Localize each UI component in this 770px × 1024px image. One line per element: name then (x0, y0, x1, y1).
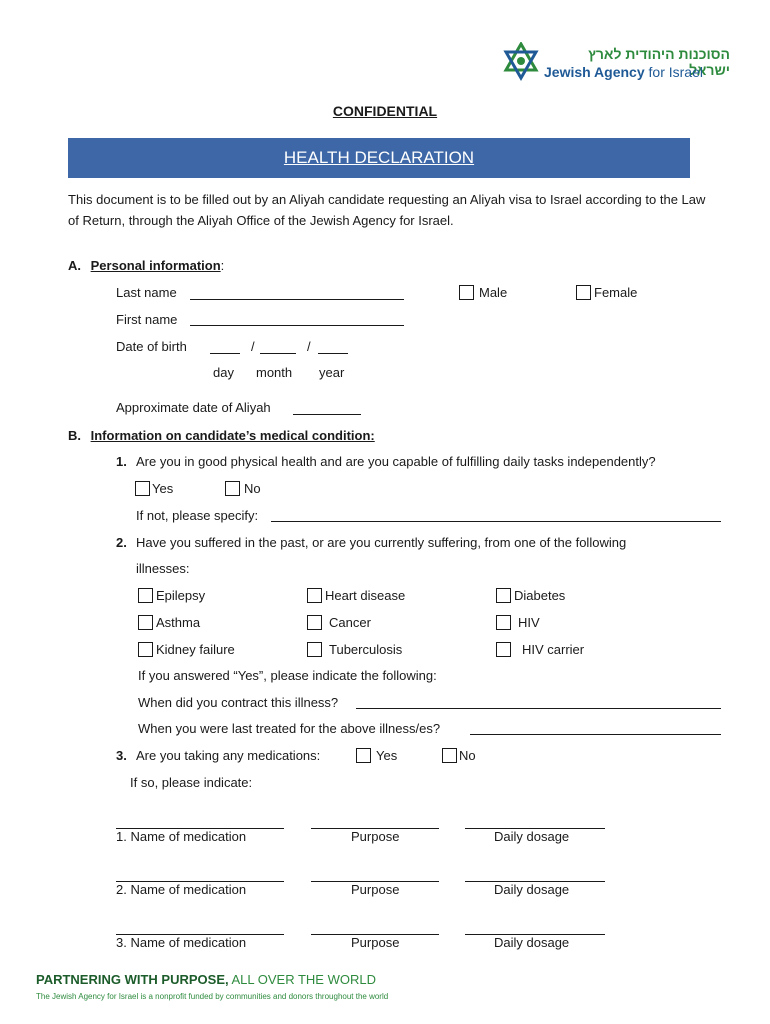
q1-text: Are you in good physical health and are you capable of fulfilling daily tasks independently? (136, 454, 656, 469)
jewish-agency-logo (500, 40, 730, 90)
kidney-failure-label: Kidney failure (156, 642, 235, 657)
q2-number: 2. (116, 535, 127, 550)
medication-3-purpose-label: Purpose (351, 935, 400, 950)
q1-no-label: No (244, 481, 261, 496)
cancer-checkbox[interactable] (307, 615, 322, 630)
footer-slogan-bold: PARTNERING WITH PURPOSE, (36, 972, 229, 987)
health-declaration-banner (68, 138, 690, 178)
first-name-field[interactable] (190, 325, 404, 326)
last-name-field[interactable] (190, 299, 404, 300)
dob-month-caption: month (256, 365, 293, 380)
q3-yes-label: Yes (376, 748, 398, 763)
q1-no-checkbox[interactable] (225, 481, 240, 496)
medication-2-name-label: 2. Name of medication (116, 882, 247, 897)
q3-number: 3. (116, 748, 127, 763)
q1-yes-checkbox[interactable] (135, 481, 150, 496)
q1-specify-field[interactable] (271, 521, 721, 522)
heart-disease-checkbox[interactable] (307, 588, 322, 603)
medication-2-purpose-label: Purpose (351, 882, 400, 897)
q2-text-line2: illnesses: (136, 561, 190, 576)
dob-year-caption: year (319, 365, 345, 380)
asthma-label: Asthma (156, 615, 201, 630)
kidney-failure-checkbox[interactable] (138, 642, 153, 657)
medication-1-purpose-label: Purpose (351, 829, 400, 844)
dob-separator-2: / (307, 339, 311, 354)
aliyah-date-field[interactable] (293, 414, 361, 415)
footer-subline: The Jewish Agency for Israel is a nonprofit funded by communities and donors throughout the world (36, 992, 389, 1001)
section-a-heading (68, 258, 224, 273)
aliyah-date-label: Approximate date of Aliyah (116, 400, 271, 415)
medication-2-dosage-label: Daily dosage (494, 882, 570, 897)
medication-3-dosage-label: Daily dosage (494, 935, 570, 950)
q1-number: 1. (116, 454, 127, 469)
epilepsy-label: Epilepsy (156, 588, 206, 603)
diabetes-checkbox[interactable] (496, 588, 511, 603)
contract-date-field[interactable] (356, 708, 721, 709)
treated-date-label: When you were last treated for the above illness/es? (138, 721, 441, 736)
first-name-label: First name (116, 312, 178, 327)
q3-no-checkbox[interactable] (442, 748, 457, 763)
hiv-carrier-checkbox[interactable] (496, 642, 511, 657)
intro-paragraph: This document is to be filled out by an Aliyah candidate requesting an Aliyah visa to Israel according to the Law of Return, through the Aliyah Office of the Jewish Agency for Israel. (68, 192, 706, 228)
footer-slogan (36, 972, 376, 987)
female-label: Female (594, 285, 638, 300)
epilepsy-checkbox[interactable] (138, 588, 153, 603)
heart-disease-label: Heart disease (325, 588, 406, 603)
female-checkbox[interactable] (576, 285, 591, 300)
star-of-david-logo-icon (500, 42, 542, 82)
q3-text: Are you taking any medications: (136, 748, 321, 763)
dob-day-field[interactable] (210, 353, 240, 354)
hiv-carrier-label: HIV carrier (522, 642, 585, 657)
diabetes-label: Diabetes (514, 588, 566, 603)
medication-1-dosage-label: Daily dosage (494, 829, 570, 844)
section-a-title: Personal information (90, 258, 221, 273)
confidential-heading: CONFIDENTIAL (332, 103, 438, 119)
dob-separator-1: / (251, 339, 255, 354)
last-name-label: Last name (116, 285, 177, 300)
tuberculosis-label: Tuberculosis (329, 642, 403, 657)
hiv-checkbox[interactable] (496, 615, 511, 630)
asthma-checkbox[interactable] (138, 615, 153, 630)
section-b-letter: B. (68, 428, 81, 443)
q2-text-line1: Have you suffered in the past, or are you currently suffering, from one of the following (136, 535, 627, 550)
logo-english-text (544, 64, 703, 80)
q3-indicate-label: If so, please indicate: (130, 775, 253, 790)
banner-title: HEALTH DECLARATION (283, 148, 475, 167)
dob-year-field[interactable] (318, 353, 348, 354)
section-a-colon: : (220, 258, 225, 273)
section-b-heading (68, 428, 375, 443)
medication-3-name-label: 3. Name of medication (116, 935, 247, 950)
section-a-letter: A. (68, 258, 81, 273)
contract-date-label: When did you contract this illness? (138, 695, 339, 710)
medication-1-name-label: 1. Name of medication (116, 829, 247, 844)
male-label: Male (479, 285, 508, 300)
logo-english-rest: for Israel (644, 64, 703, 80)
dob-day-caption: day (213, 365, 234, 380)
q3-yes-checkbox[interactable] (356, 748, 371, 763)
footer-slogan-rest: ALL OVER THE WORLD (228, 972, 376, 987)
male-checkbox[interactable] (459, 285, 474, 300)
dob-month-field[interactable] (260, 353, 296, 354)
q1-yes-label: Yes (152, 481, 174, 496)
dob-label: Date of birth (116, 339, 187, 354)
q1-specify-label: If not, please specify: (136, 508, 259, 523)
q3-no-label: No (459, 748, 476, 763)
tuberculosis-checkbox[interactable] (307, 642, 322, 657)
logo-hebrew-text: הסוכנות היהודית לארץ ישראל (588, 46, 730, 78)
section-b-title: Information on candidate’s medical condition: (90, 428, 375, 443)
q2-if-yes-text: If you answered “Yes”, please indicate the following: (138, 668, 437, 683)
treated-date-field[interactable] (470, 734, 721, 735)
hiv-label: HIV (518, 615, 540, 630)
cancer-label: Cancer (329, 615, 371, 630)
logo-english-bold: Jewish Agency (544, 64, 645, 80)
